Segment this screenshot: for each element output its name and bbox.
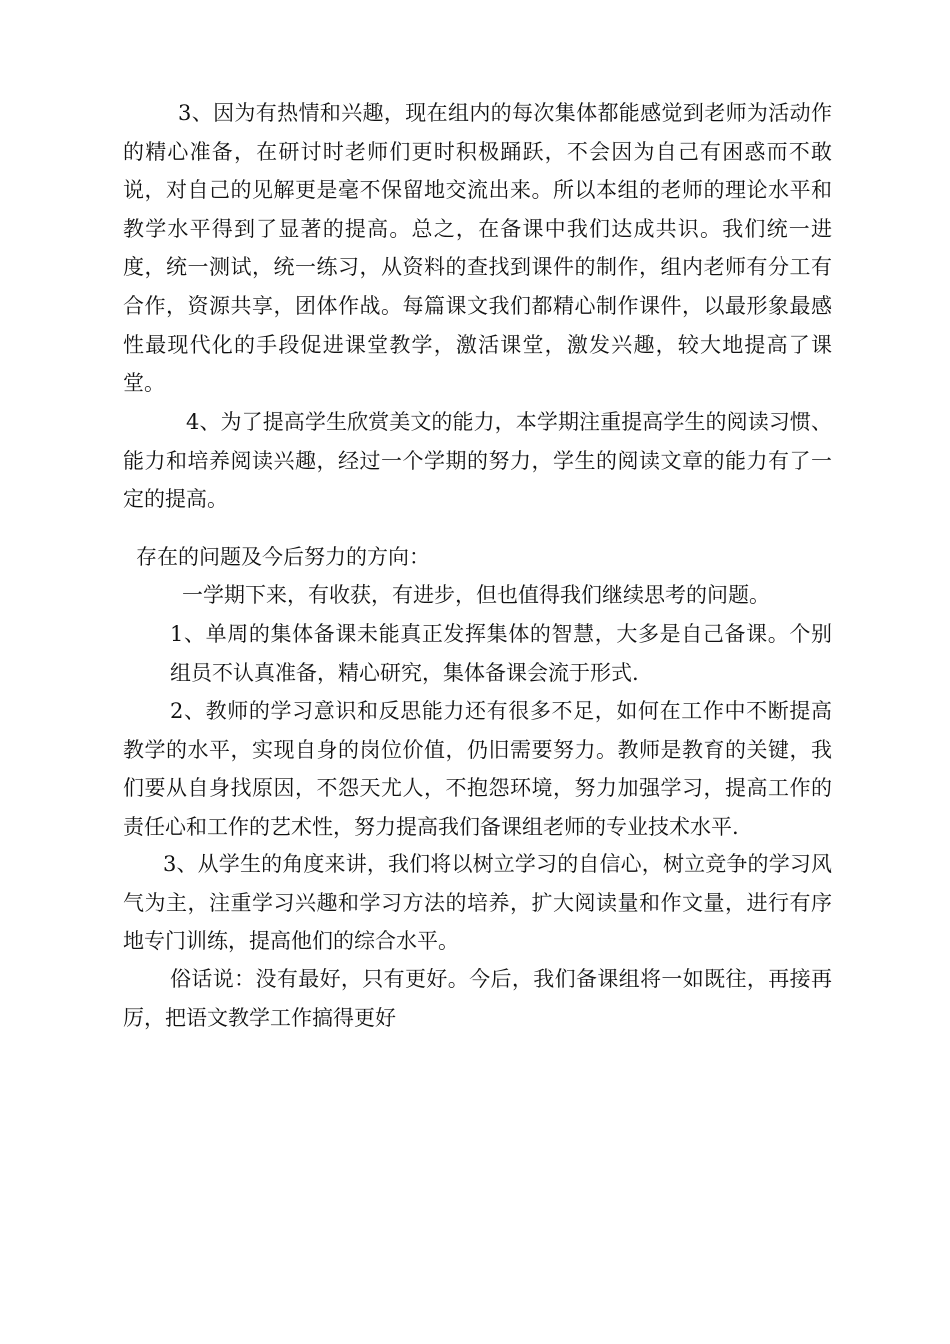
- paragraph-conclusion: 俗话说：没有最好，只有更好。今后，我们备课组将一如既往，再接再厉，把语文教学工作搞得更好: [123, 967, 832, 1030]
- section-heading-problems: 存在的问题及今后努力的方向：: [136, 545, 430, 569]
- paragraph-semester-summary: 一学期下来，有收获，有进步，但也值得我们继续思考的问题。: [182, 583, 770, 607]
- paragraph-reading-ability: 4、为了提高学生欣赏美文的能力，本学期注重提高学生的阅读习惯、能力和培养阅读兴趣，经过一个学期的努力，学生的阅读文章的能力有了一定的提高。: [123, 410, 832, 512]
- paragraph-problem-3: 3、从学生的角度来讲，我们将以树立学习的自信心，树立竞争的学习风气为主，注重学习兴趣和学习方法的培养，扩大阅读量和作文量，进行有序地专门训练，提高他们的综合水平。: [123, 852, 832, 954]
- paragraph-problem-1: 1、单周的集体备课未能真正发挥集体的智慧，大多是自己备课。个别组员不认真准备，精心研究，集体备课会流于形式.: [170, 622, 832, 685]
- paragraph-problem-2: 2、教师的学习意识和反思能力还有很多不足，如何在工作中不断提高教学的水平，实现自身的岗位价值，仍旧需要努力。教师是教育的关键，我们要从自身找原因，不怨天尤人，不抱怨环境，努力加强学习，提高工作的责任心和工作的艺术性，努力提高我们备课组老师的专业技术水平.: [123, 699, 832, 839]
- paragraph-teaching-research: 3、因为有热情和兴趣，现在组内的每次集体都能感觉到老师为活动作的精心准备，在研讨时老师们更时积极踊跃，不会因为自己有困惑而不敢说，对自己的见解更是毫不保留地交流出来。所以本组的老师的理论水平和教学水平得到了显著的提高。总之，在备课中我们达成共识。我们统一进度，统一测试，统一练习，从资料的查找到课件的制作，组内老师有分工有合作，资源共享，团体作战。每篇课文我们都精心制作课件，以最形象最感性最现代化的手段促进课堂教学，激活课堂，激发兴趣，较大地提高了课堂。: [123, 101, 832, 396]
